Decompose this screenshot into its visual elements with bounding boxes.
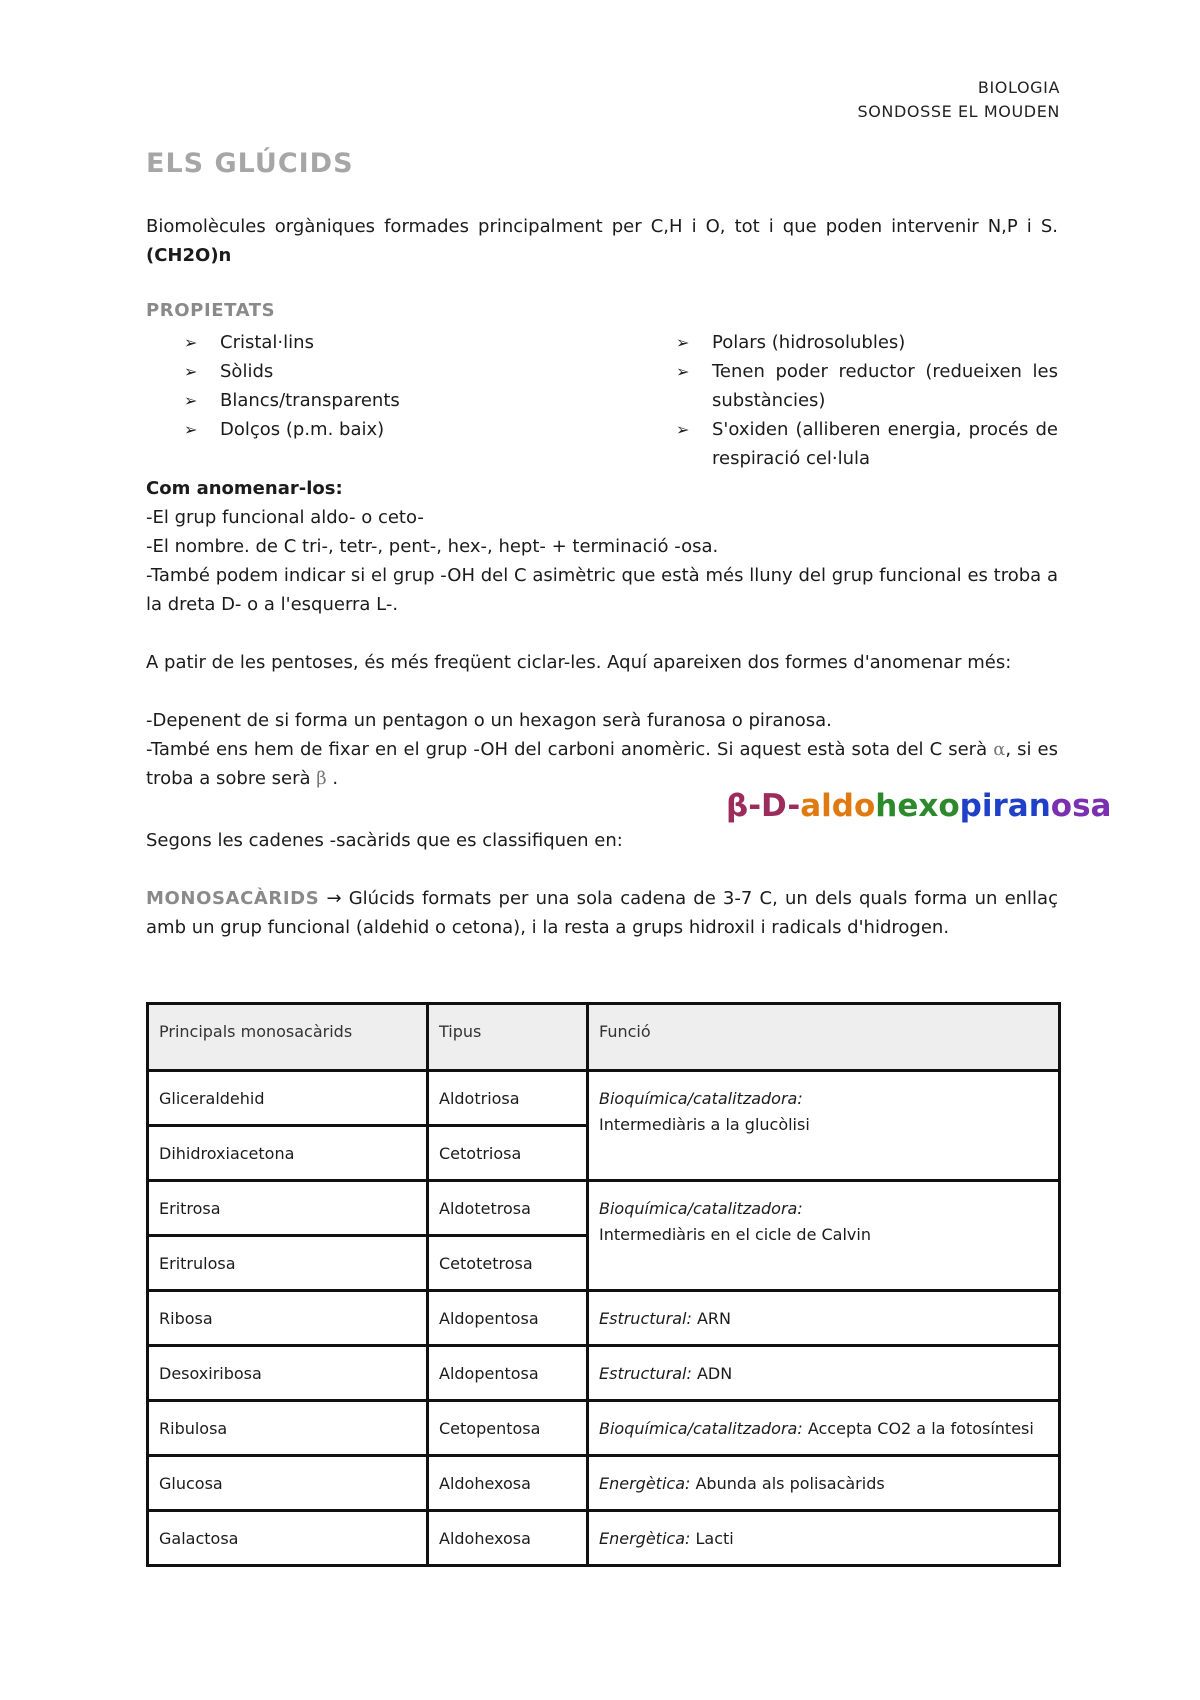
name-part-hexo: hexo	[875, 788, 960, 824]
monosaccharide-function: Estructural: ARN	[588, 1291, 1060, 1346]
naming-line: -També podem indicar si el grup -OH del C asimètric que està més lluny del grup funcional es troba a la dreta D- o a l'esquerra L-.	[146, 565, 1058, 615]
column-header: Tipus	[428, 1004, 588, 1071]
property-item: ➢ Sòlids	[184, 357, 584, 386]
table-row	[148, 1511, 1060, 1566]
monosaccharide-function: Bioquímica/catalitzadora: Intermediàris a la glucòlisi	[588, 1071, 1060, 1181]
cyclic-line-1: -Depenent de si forma un pentagon o un hexagon serà furanosa o piranosa.	[146, 710, 832, 731]
arrow-bullet-icon: ➢	[676, 333, 690, 352]
cyclic-line-2: -També ens hem de fixar en el grup -OH del carboni anomèric. Si aquest està sota del C serà α, si es troba a sobre serà β .	[146, 739, 1059, 789]
cyclic-intro: A patir de les pentoses, és més freqüent ciclar-les. Aquí apareixen dos formes d'anomenar més:	[146, 652, 1012, 673]
table-row	[148, 1181, 1060, 1236]
monosaccharide-type: Aldotriosa	[428, 1071, 588, 1126]
monosaccharide-type: Aldopentosa	[428, 1346, 588, 1401]
properties-list-right	[676, 328, 1058, 473]
monosaccharide-name: Eritrosa	[148, 1181, 428, 1236]
naming-heading: Com anomenar-los:	[146, 478, 343, 499]
monosaccharides-table	[146, 1002, 1061, 1567]
arrow-bullet-icon: ➢	[676, 420, 690, 439]
property-item: ➢ S'oxiden (alliberen energia, procés de respiració cel·lula	[676, 415, 1058, 473]
monosaccharide-function: Estructural: ADN	[588, 1346, 1060, 1401]
properties-list-left	[184, 328, 584, 444]
intro-paragraph	[146, 212, 1058, 270]
monosaccharide-type: Cetotriosa	[428, 1126, 588, 1181]
intro-text: Biomolècules orgàniques formades principalment per C,H i O, tot i que poden intervenir N,P i S.	[146, 216, 1058, 237]
arrow-bullet-icon: ➢	[184, 362, 198, 381]
properties-heading: PROPIETATS	[146, 300, 276, 321]
column-header: Principals monosacàrids	[148, 1004, 428, 1071]
page-title: ELS GLÚCIDS	[146, 148, 354, 179]
arrow-bullet-icon: ➢	[676, 362, 690, 381]
monosaccharide-type: Aldohexosa	[428, 1511, 588, 1566]
monosaccharide-function: Energètica: Abunda als polisacàrids	[588, 1456, 1060, 1511]
monosaccharide-type: Cetotetrosa	[428, 1236, 588, 1291]
alpha-symbol: α	[993, 739, 1006, 760]
property-item: ➢ Dolços (p.m. baix)	[184, 415, 584, 444]
monosaccharide-name: Glucosa	[148, 1456, 428, 1511]
monosaccharide-function: Energètica: Lacti	[588, 1511, 1060, 1566]
property-item: ➢ Cristal·lins	[184, 328, 584, 357]
beta-symbol: β	[316, 768, 327, 789]
naming-line: -El nombre. de C tri-, tetr-, pent-, hex-, hept- + terminació -osa.	[146, 536, 719, 557]
general-formula: (CH2O)n	[146, 245, 232, 266]
arrow-bullet-icon: ➢	[184, 391, 198, 410]
name-part-piran: piran	[959, 788, 1051, 824]
arrow-bullet-icon: ➢	[184, 420, 198, 439]
header-author: SONDOSSE EL MOUDEN	[857, 102, 1060, 121]
classification-text: Segons les cadenes -sacàrids que es classifiquen en:	[146, 830, 623, 851]
property-item: ➢ Tenen poder reductor (redueixen les substàncies)	[676, 357, 1058, 415]
name-part-anomer: β-D-	[726, 788, 801, 824]
table-row	[148, 1456, 1060, 1511]
table-row	[148, 1401, 1060, 1456]
name-part-osa: osa	[1050, 788, 1112, 824]
header-subject: BIOLOGIA	[977, 78, 1060, 97]
arrow-bullet-icon: ➢	[184, 333, 198, 352]
naming-line: -El grup funcional aldo- o ceto-	[146, 507, 424, 528]
monosaccharide-function: Bioquímica/catalitzadora: Accepta CO2 a la fotosíntesi	[588, 1401, 1060, 1456]
monosaccharides-definition: Glúcids formats per una sola cadena de 3-7 C, un dels quals forma un enllaç amb un grup funcional (aldehid o cetona), i la resta a grups hidroxil i radicals d'hidrogen.	[146, 888, 1058, 938]
monosaccharide-name: Desoxiribosa	[148, 1346, 428, 1401]
page-header	[857, 76, 1060, 124]
column-header: Funció	[588, 1004, 1060, 1071]
monosaccharide-function: Bioquímica/catalitzadora: Intermediàris en el cicle de Calvin	[588, 1181, 1060, 1291]
table-header-row	[148, 1004, 1060, 1071]
property-item: ➢ Blancs/transparents	[184, 386, 584, 415]
name-part-aldo: aldo	[800, 788, 876, 824]
monosaccharide-name: Ribulosa	[148, 1401, 428, 1456]
monosaccharide-name: Galactosa	[148, 1511, 428, 1566]
arrow-icon: →	[326, 888, 342, 909]
monosaccharide-type: Aldopentosa	[428, 1291, 588, 1346]
table-row	[148, 1346, 1060, 1401]
example-sugar-name	[726, 788, 1111, 824]
monosaccharide-name: Dihidroxiacetona	[148, 1126, 428, 1181]
table-row	[148, 1071, 1060, 1126]
monosaccharide-type: Cetopentosa	[428, 1401, 588, 1456]
monosaccharide-type: Aldohexosa	[428, 1456, 588, 1511]
monosaccharide-type: Aldotetrosa	[428, 1181, 588, 1236]
monosaccharide-name: Ribosa	[148, 1291, 428, 1346]
monosaccharide-name: Gliceraldehid	[148, 1071, 428, 1126]
monosaccharides-label: MONOSACÀRIDS	[146, 888, 320, 909]
monosaccharides-paragraph	[146, 884, 1058, 942]
table-row	[148, 1291, 1060, 1346]
monosaccharide-name: Eritrulosa	[148, 1236, 428, 1291]
property-item: ➢ Polars (hidrosolubles)	[676, 328, 1058, 357]
